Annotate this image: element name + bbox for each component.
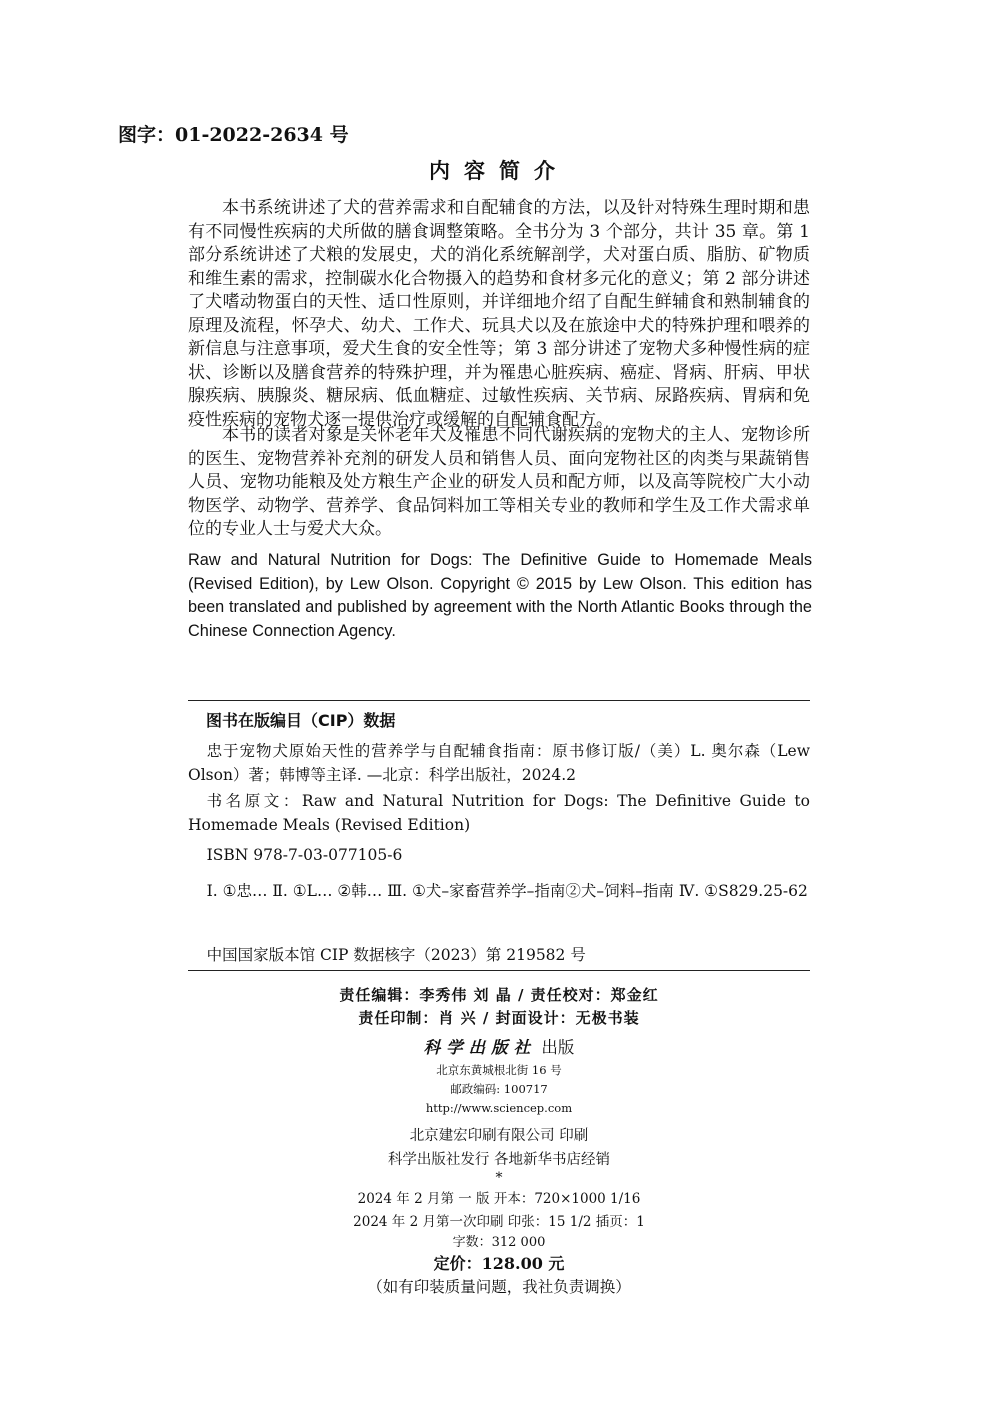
publisher-line <box>0 1034 998 1058</box>
cip-isbn: ISBN 978-7-03-077105-6 <box>206 846 403 864</box>
cip-verification: 中国国家版本馆 CIP 数据核字（2023）第 219582 号 <box>206 946 586 964</box>
price: 定价：128.00 元 <box>433 1254 565 1273</box>
publisher-website: http://www.sciencep.com <box>425 1101 573 1115</box>
english-copyright-notice: Raw and Natural Nutrition for Dogs: The Definitive Guide to Homemade Meals (Revised Edition), by Lew Olson. Copyright © 2015 by Lew Olson. This edition has been translated and published by agreement with the North Atlantic Books through the Chinese Connection Agency. <box>188 551 812 640</box>
cip-top-divider <box>188 700 810 701</box>
page-title: 内容简介 <box>429 158 569 183</box>
separator-asterisk: * <box>495 1170 503 1186</box>
printing-line: 2024 年 2 月第一次印刷 印张：15 1/2 插页：1 <box>353 1214 645 1230</box>
production-credits: 责任印制：肖 兴 / 封面设计：无极书装 <box>358 1009 640 1027</box>
cip-record: 忠于宠物犬原始天性的营养学与自配辅食指南：原书修订版/（美）L. 奥尔森（Lew Olson）著；韩博等主译. —北京：科学出版社，2024.2 <box>188 742 810 784</box>
publisher-postcode: 邮政编码: 100717 <box>450 1082 548 1096</box>
publisher-suffix: 出版 <box>541 1038 575 1057</box>
permit-number: 图字：01-2022-2634 号 <box>118 124 349 146</box>
cip-classification: Ⅰ. ①忠… Ⅱ. ①L… ②韩… Ⅲ. ①犬–家畜营养学–指南②犬–饲料–指南 Ⅳ. ①S829.25-62 <box>206 882 808 900</box>
printer-line: 北京建宏印刷有限公司 印刷 <box>409 1128 589 1144</box>
publisher-name: 科学出版社 <box>423 1038 537 1057</box>
distribution-line: 科学出版社发行 各地新华书店经销 <box>387 1152 611 1168</box>
editor-credits: 责任编辑：李秀伟 刘 晶 / 责任校对：郑金红 <box>339 986 659 1004</box>
cip-bottom-divider <box>188 970 810 971</box>
publisher-address: 北京东黄城根北街 16 号 <box>436 1063 562 1077</box>
summary-paragraph-1: 本书系统讲述了犬的营养需求和自配辅食的方法，以及针对特殊生理时期和患有不同慢性疾病的犬所做的膳食调整策略。全书分为 3 个部分，共计 35 章。第 1 部分系统讲述了犬粮的发展史，犬的消化系统解剖学，犬对蛋白质、脂肪、矿物质和维生素的需求，控制碳水化合物摄入的趋势和食材多元化的意义；第 2 部分讲述了犬嗜动物蛋白的天性、适口性原则，并详细地介绍了自配生鲜辅食和熟制辅食的原理及流程，怀孕犬、幼犬、工作犬、玩具犬以及在旅途中犬的特殊护理和喂养的新信息与注意事项，爱犬生食的安全性等；第 3 部分讲述了宠物犬多种慢性病的症状、诊断以及膳食营养的特殊护理，并为罹患心脏疾病、癌症、肾病、肝病、甲状腺疾病、胰腺炎、糖尿病、低血糖症、过敏性疾病、关节病、尿路疾病、胃病和免疫性疾病的宠物犬逐一提供治疗或缓解的自配辅食配方。 <box>188 198 810 430</box>
quality-notice: （如有印装质量问题，我社负责调换） <box>367 1278 631 1296</box>
cip-heading: 图书在版编目（CIP）数据 <box>206 711 396 730</box>
edition-line: 2024 年 2 月第 一 版 开本：720×1000 1/16 <box>357 1191 641 1207</box>
cip-original-title: 书名原文：Raw and Natural Nutrition for Dogs: The Definitive Guide to Homemade Meals (Revised Edition) <box>188 792 810 834</box>
word-count: 字数：312 000 <box>452 1235 546 1250</box>
summary-paragraph-2: 本书的读者对象是关怀老年犬及罹患不同代谢疾病的宠物犬的主人、宠物诊所的医生、宠物营养补充剂的研发人员和销售人员、面向宠物社区的肉类与果蔬销售人员、宠物功能粮及处方粮生产企业的研发人员和配方师，以及高等院校广大小动物医学、动物学、营养学、食品饲料加工等相关专业的教师和学生及工作犬需求单位的专业人士与爱犬大众。 <box>188 425 810 539</box>
